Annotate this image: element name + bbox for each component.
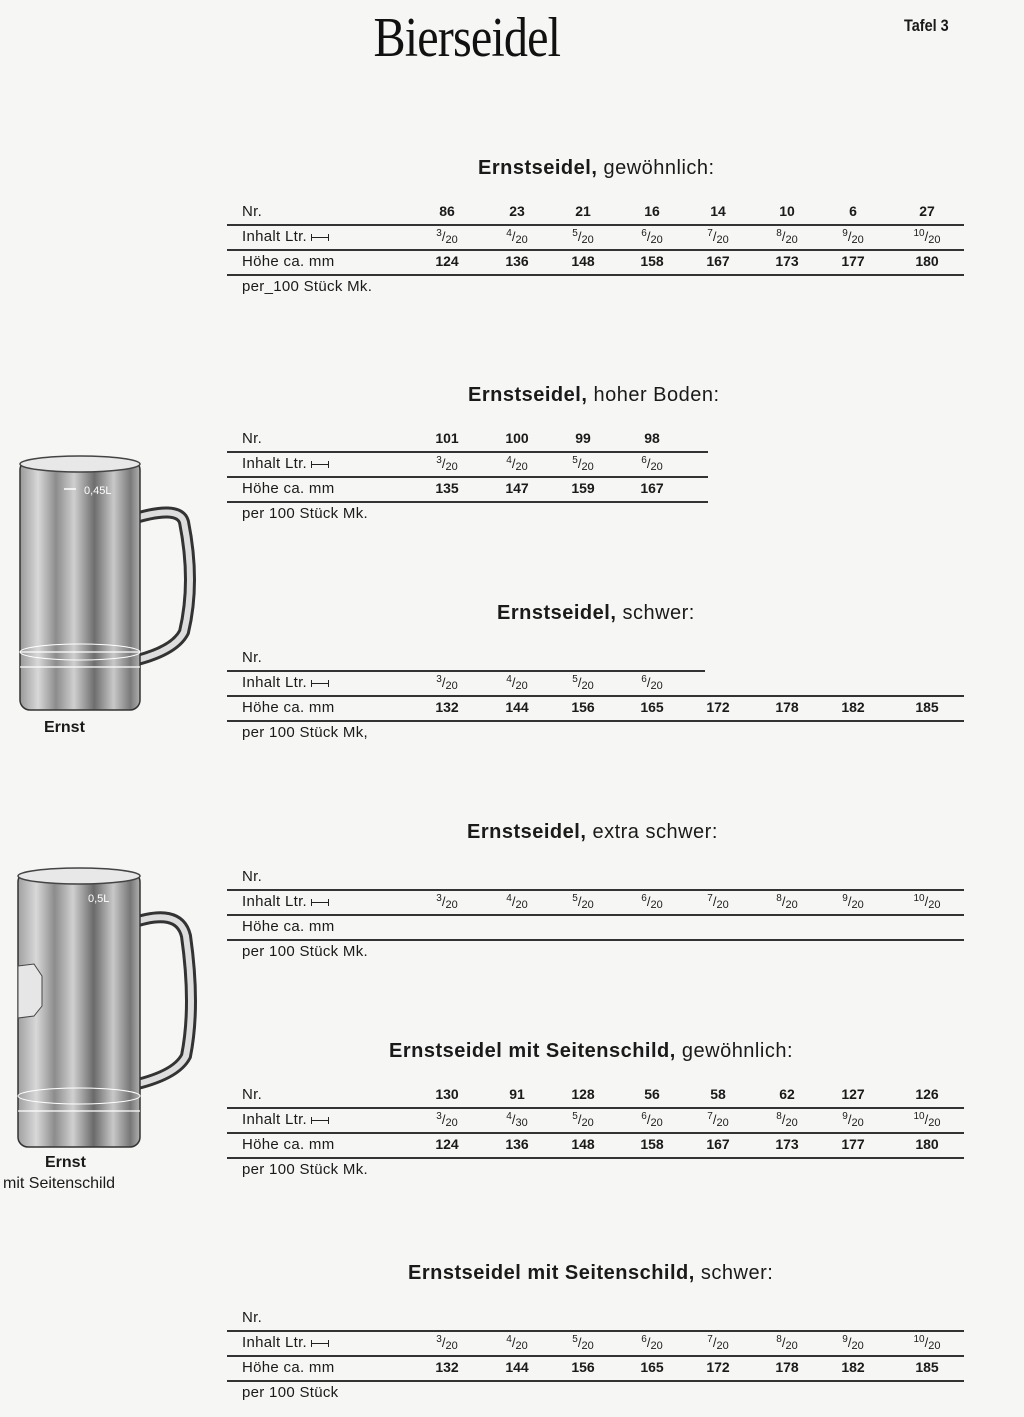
capacity-fraction: $^9/_{20}$ [842,1111,864,1129]
height-value: 156 [571,699,595,715]
capacity-fraction: $^{10}/_{20}$ [913,1334,941,1352]
item-number: 101 [435,430,459,446]
item-number: 86 [439,203,455,219]
section-title-seitenschild-gewoehnlich: Ernstseidel mit Seitenschild, gewöhnlich: [389,1040,793,1062]
capacity-fraction: $^3/_{20}$ [436,893,458,911]
table-row-hoehe [227,1132,964,1157]
height-value: 167 [640,480,664,496]
row-label: Nr. [242,203,263,220]
capacity-fraction: $^4/_{20}$ [506,893,528,911]
height-value: 185 [915,699,939,715]
row-label: per 100 Stück Mk. [242,1161,368,1178]
item-number: 91 [509,1086,525,1102]
row-label: per 100 Stück [242,1384,339,1401]
capacity-fraction: $^{10}/_{20}$ [913,893,941,911]
table-row-preis [227,939,964,964]
capacity-fraction: $^5/_{20}$ [572,455,594,473]
table-row-preis [227,501,964,526]
capacity-fraction: $^6/_{20}$ [641,1334,663,1352]
table-row-inhalt [227,670,964,695]
row-label: Höhe ca. mm [242,253,335,270]
height-value: 172 [706,1359,730,1375]
row-label: per 100 Stück Mk, [242,724,368,741]
spec-table [227,1305,964,1405]
height-value: 132 [435,1359,459,1375]
table-row-nr [227,1082,964,1107]
capacity-fraction: $^7/_{20}$ [707,893,729,911]
spec-table [227,426,964,526]
height-value: 177 [841,253,865,269]
table-row-preis [227,1380,964,1405]
height-value: 167 [706,253,730,269]
capacity-fraction: $^9/_{20}$ [842,893,864,911]
capacity-fraction: $^6/_{20}$ [641,1111,663,1129]
table-row-nr [227,1305,964,1330]
height-value: 173 [775,1136,799,1152]
spec-table [227,645,964,745]
table-row-hoehe [227,249,964,274]
table-row-inhalt [227,1107,964,1132]
capacity-fraction: $^9/_{20}$ [842,1334,864,1352]
row-label: Höhe ca. mm [242,1136,335,1153]
section-title-schwer: Ernstseidel, schwer: [497,602,695,624]
height-value: 136 [505,1136,529,1152]
height-value: 185 [915,1359,939,1375]
item-number: 23 [509,203,525,219]
capacity-fraction: $^8/_{20}$ [776,1111,798,1129]
spec-table [227,1082,964,1182]
capacity-fraction: $^3/_{20}$ [436,228,458,246]
item-number: 10 [779,203,795,219]
row-label: Inhalt Ltr. [242,228,329,245]
beer-mug-ernst-seitenschild-illustration [14,866,199,1156]
capacity-fraction: $^8/_{20}$ [776,228,798,246]
table-row-nr [227,645,964,670]
item-number: 27 [919,203,935,219]
row-label: Höhe ca. mm [242,1359,335,1376]
height-value: 135 [435,480,459,496]
capacity-fraction: $^9/_{20}$ [842,228,864,246]
row-label: Inhalt Ltr. [242,1111,329,1128]
table-row-preis [227,1157,964,1182]
table-row-inhalt [227,224,964,249]
row-label: per 100 Stück Mk. [242,505,368,522]
row-label: Inhalt Ltr. [242,674,329,691]
table-row-nr [227,426,964,451]
capacity-fraction: $^5/_{20}$ [572,674,594,692]
beer-mug-ernst-illustration [14,452,199,732]
capacity-fraction: $^7/_{20}$ [707,228,729,246]
capacity-fraction: $^5/_{20}$ [572,893,594,911]
height-value: 182 [841,1359,865,1375]
item-number: 98 [644,430,660,446]
capacity-fraction: $^6/_{20}$ [641,674,663,692]
height-value: 178 [775,699,799,715]
item-number: 58 [710,1086,726,1102]
item-number: 56 [644,1086,660,1102]
item-number: 21 [575,203,591,219]
item-number: 6 [849,203,857,219]
capacity-fraction: $^4/_{30}$ [506,1111,528,1129]
row-label: Nr. [242,868,263,885]
row-label: Höhe ca. mm [242,480,335,497]
height-value: 148 [571,1136,595,1152]
height-value: 136 [505,253,529,269]
capacity-fraction: $^6/_{20}$ [641,228,663,246]
capacity-fraction: $^7/_{20}$ [707,1334,729,1352]
capacity-fraction: $^6/_{20}$ [641,893,663,911]
height-value: 148 [571,253,595,269]
capacity-fraction: $^4/_{20}$ [506,674,528,692]
dimension-arrow-icon [311,234,329,241]
table-row-inhalt [227,451,964,476]
row-label: Höhe ca. mm [242,918,335,935]
capacity-fraction: $^7/_{20}$ [707,1111,729,1129]
height-value: 180 [915,253,939,269]
item-number: 14 [710,203,726,219]
capacity-fraction: $^{10}/_{20}$ [913,1111,941,1129]
illustration-caption-ernst-2: Ernst [45,1154,86,1171]
scale-mark: 0,45L [84,485,112,497]
height-value: 165 [640,699,664,715]
item-number: 16 [644,203,660,219]
capacity-fraction: $^4/_{20}$ [506,455,528,473]
table-row-preis [227,720,964,745]
item-number: 99 [575,430,591,446]
table-row-hoehe [227,476,964,501]
height-value: 147 [505,480,529,496]
height-value: 124 [435,1136,459,1152]
capacity-fraction: $^5/_{20}$ [572,228,594,246]
item-number: 100 [505,430,529,446]
table-row-hoehe [227,914,964,939]
height-value: 167 [706,1136,730,1152]
table-row-inhalt [227,1330,964,1355]
capacity-fraction: $^3/_{20}$ [436,1334,458,1352]
row-label: Inhalt Ltr. [242,1334,329,1351]
row-label: per 100 Stück Mk. [242,943,368,960]
height-value: 180 [915,1136,939,1152]
height-value: 158 [640,1136,664,1152]
spec-table [227,864,964,964]
section-title-hoher-boden: Ernstseidel, hoher Boden: [468,384,720,406]
table-row-preis [227,274,964,299]
row-label: Nr. [242,649,263,666]
table-row-hoehe [227,695,964,720]
height-value: 144 [505,699,529,715]
item-number: 127 [841,1086,865,1102]
dimension-arrow-icon [311,899,329,906]
row-label: Nr. [242,1309,263,1326]
row-label: Inhalt Ltr. [242,455,329,472]
dimension-arrow-icon [311,1117,329,1124]
height-value: 172 [706,699,730,715]
item-number: 130 [435,1086,459,1102]
height-value: 159 [571,480,595,496]
height-value: 165 [640,1359,664,1375]
height-value: 173 [775,253,799,269]
table-row-nr [227,199,964,224]
capacity-fraction: $^3/_{20}$ [436,455,458,473]
table-row-hoehe [227,1355,964,1380]
section-title-extra-schwer: Ernstseidel, extra schwer: [467,821,718,843]
section-title-gewoehnlich: Ernstseidel, gewöhnlich: [478,157,715,179]
capacity-fraction: $^{10}/_{20}$ [913,228,941,246]
height-value: 158 [640,253,664,269]
height-value: 124 [435,253,459,269]
scale-mark: 0,5L [88,893,110,905]
row-label: Nr. [242,1086,263,1103]
capacity-fraction: $^4/_{20}$ [506,1334,528,1352]
page-title: Bierseidel [373,7,561,69]
illustration-caption-seitenschild: mit Seitenschild [3,1175,116,1192]
height-value: 177 [841,1136,865,1152]
height-value: 178 [775,1359,799,1375]
dimension-arrow-icon [311,1340,329,1347]
capacity-fraction: $^3/_{20}$ [436,674,458,692]
row-label: Inhalt Ltr. [242,893,329,910]
dimension-arrow-icon [311,680,329,687]
row-label: Höhe ca. mm [242,699,335,716]
item-number: 126 [915,1086,939,1102]
capacity-fraction: $^3/_{20}$ [436,1111,458,1129]
capacity-fraction: $^5/_{20}$ [572,1334,594,1352]
row-label: per_100 Stück Mk. [242,278,373,295]
capacity-fraction: $^8/_{20}$ [776,1334,798,1352]
capacity-fraction: $^4/_{20}$ [506,228,528,246]
spec-table [227,199,964,299]
plate-number: Tafel 3 [904,16,949,35]
table-row-nr [227,864,964,889]
illustration-caption-ernst: Ernst [44,719,85,736]
dimension-arrow-icon [311,461,329,468]
capacity-fraction: $^5/_{20}$ [572,1111,594,1129]
height-value: 144 [505,1359,529,1375]
height-value: 182 [841,699,865,715]
height-value: 156 [571,1359,595,1375]
section-title-seitenschild-schwer: Ernstseidel mit Seitenschild, schwer: [408,1262,774,1284]
capacity-fraction: $^6/_{20}$ [641,455,663,473]
row-label: Nr. [242,430,263,447]
table-row-inhalt [227,889,964,914]
height-value: 132 [435,699,459,715]
item-number: 128 [571,1086,595,1102]
item-number: 62 [779,1086,795,1102]
capacity-fraction: $^8/_{20}$ [776,893,798,911]
